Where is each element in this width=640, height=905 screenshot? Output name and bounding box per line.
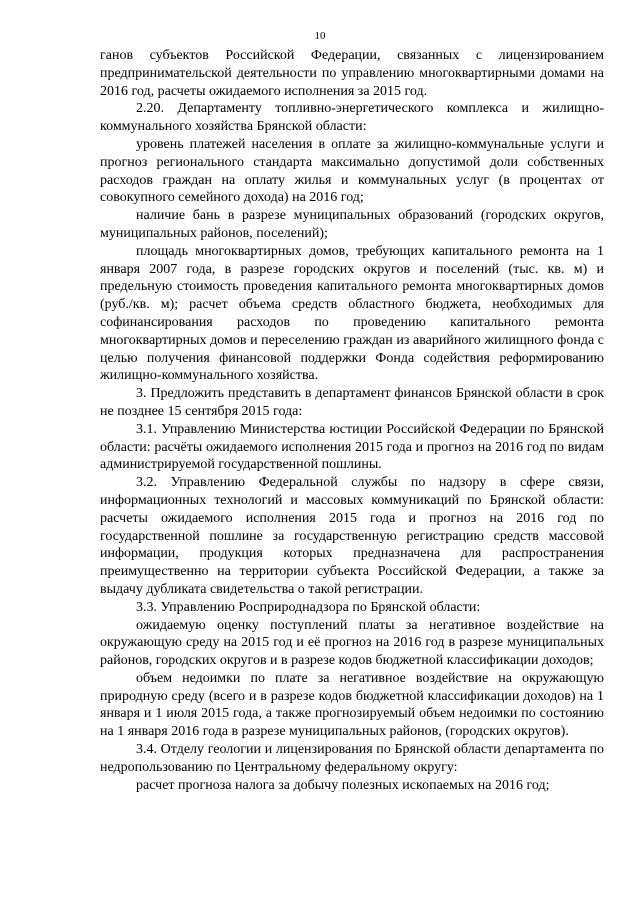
paragraph-continuation: ганов субъектов Российской Федерации, связанных с лицензированием предпринимательской деятельности по управлению многоквартирными домами на 2016 год, расчеты ожидаемого исполнения за 2015 год. — [100, 48, 604, 99]
paragraph-mining-tax: расчет прогноза налога за добычу полезных ископаемых на 2016 год; — [136, 777, 550, 793]
paragraph-bathhouses: наличие бань в разрезе муниципальных образований (городских округов, муниципальных районов, поселений); — [100, 208, 604, 241]
paragraph-2-20-heading: 2.20. Департаменту топливно-энергетического комплекса и жилищно-коммунального хозяйства Брянской области: — [100, 101, 604, 135]
paragraph-3-heading: 3. Предложить представить в департамент финансов Брянской области в срок не позднее 15 сентября 2015 года: — [100, 386, 604, 419]
paragraph-3-2: 3.2. Управлению Федеральной службы по надзору в сфере связи, информационных технологий и массовых коммуникаций по Брянской области: расчеты ожидаемого исполнения 2015 года и прогноз на 2016 год по государственной пошлине за государственную регистрацию средств массовой информации, продукция которых предназначена для распространения преимущественно на территории субъекта Российской Федерации, а также за выдачу дубликата свидетельства о такой регистрации. — [100, 475, 604, 597]
paragraph-3-4-heading: 3.4. Отделу геологии и лицензирования по Брянской области департамента по недропользованию по Центральному федеральному округу: — [100, 742, 604, 775]
paragraph-payment-level: уровень платежей населения в оплате за жилищно-коммунальные услуги и прогноз регионального стандарта максимально допустимой доли собственных расходов граждан на оплату жилья и коммунальных услуг (в процентах от совокупного семейного дохода) на 2016 год; — [100, 136, 604, 206]
paragraph-environment-fee-estimate: ожидаемую оценку поступлений платы за негативное воздействие на окружающую среду на 2015 год и её прогноз на 2016 год в разрезе муниципальных районов, городских округов и в разрезе кодов бюджетной классификации доходов; — [100, 617, 604, 669]
paragraph-arrears: объем недоимки по плате за негативное воздействие на окружающую природную среду (всего и в разрезе кодов бюджетной классификации доходов) на 1 января и 1 июля 2015 года, а также прогнозируемый объем недоимки по состоянию на 1 января 2016 года в разрезе муниципальных районов, (городских округов). — [100, 670, 604, 740]
paragraph-capital-repair: площадь многоквартирных домов, требующих капитального ремонта на 1 января 2007 года, в разрезе городских округов и поселений (тыс. кв. м) и предельную стоимость проведения капитального ремонта многоквартирных домов (руб./кв. м); расчет объема средств областного бюджета, необходимых для софинансирования расходов по проведению капитального ремонта многоквартирных домов и переселению граждан из аварийного жилищного фонда с целью получения финансовой поддержки Фонда содействия реформированию жилищно-коммунального хозяйства. — [100, 243, 604, 384]
page-number: 10 — [314, 30, 326, 42]
paragraph-3-1: 3.1. Управлению Министерства юстиции Российской Федерации по Брянской области: расчёты ожидаемого исполнения 2015 года и прогноз на 2016 год по видам администрируемой государственной пошлины. — [100, 421, 604, 473]
paragraph-3-3-heading: 3.3. Управлению Росприроднадзора по Брянской области: — [136, 599, 481, 615]
document-body — [100, 47, 604, 794]
